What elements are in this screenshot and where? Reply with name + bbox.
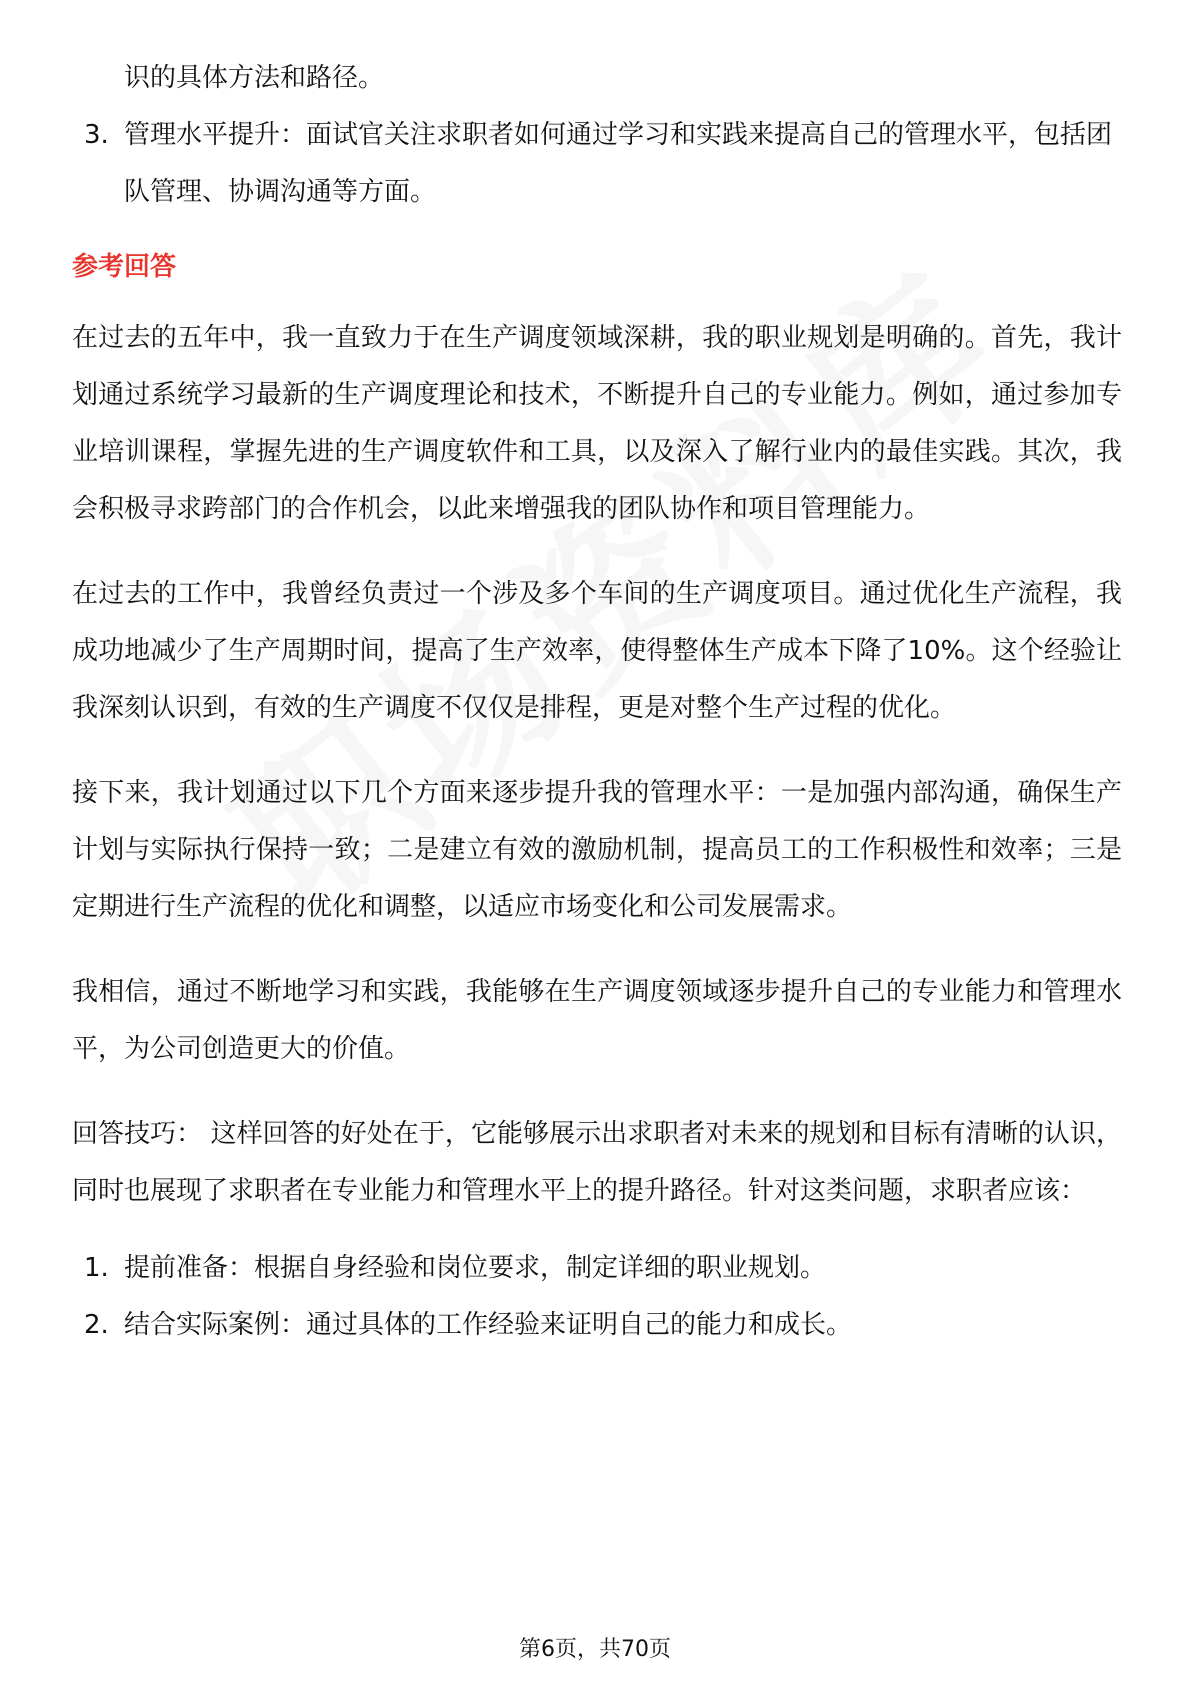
paragraph: 在过去的工作中，我曾经负责过一个涉及多个车间的生产调度项目。通过优化生产流程，我成功地减少了生产周期时间，提高了生产效率，使得整体生产成本下降了10%。这个经验让我深刻认识到，有效的生产调度不仅仅是排程，更是对整个生产过程的优化。 [72, 579, 1122, 723]
top-list [72, 107, 1122, 221]
list-item-text: 根据自身经验和岗位要求，制定详细的职业规划。 [254, 1253, 827, 1283]
page-footer: 第6页，共70页 [519, 1637, 671, 1662]
list-item-number: 3. [84, 120, 109, 150]
section-title: 参考回答 [72, 252, 177, 282]
list-item [72, 1240, 1122, 1297]
paragraph: 在过去的五年中，我一直致力于在生产调度领域深耕，我的职业规划是明确的。首先，我计划通过系统学习最新的生产调度理论和技术，不断提升自己的专业能力。例如，通过参加专业培训课程，掌握先进的生产调度软件和工具，以及深入了解行业内的最佳实践。其次，我会积极寻求跨部门的合作机会，以此来增强我的团队协作和项目管理能力。 [72, 323, 1122, 524]
list-item-label: 结合实际案例： [124, 1310, 307, 1340]
list-item [72, 107, 1122, 221]
list-item-text: 面试官关注求职者如何通过学习和实践来提高自己的管理水平，包括团队管理、协调沟通等方面。 [124, 120, 1113, 207]
paragraph: 接下来，我计划通过以下几个方面来逐步提升我的管理水平：一是加强内部沟通，确保生产计划与实际执行保持一致；二是建立有效的激励机制，提高员工的工作积极性和效率；三是定期进行生产流程的优化和调整，以适应市场变化和公司发展需求。 [72, 778, 1122, 922]
list-item-label: 管理水平提升： [124, 120, 307, 150]
answer-tips: 回答技巧： 这样回答的好处在于，它能够展示出求职者对未来的规划和目标有清晰的认识，同时也展现了求职者在专业能力和管理水平上的提升路径。针对这类问题，求职者应该： [72, 1119, 1122, 1206]
list-item-text: 通过具体的工作经验来证明自己的能力和成长。 [306, 1310, 853, 1340]
list-item-number: 2. [84, 1310, 109, 1340]
bottom-list [72, 1240, 1122, 1354]
document-page [72, 50, 1122, 1354]
paragraph: 我相信，通过不断地学习和实践，我能够在生产调度领域逐步提升自己的专业能力和管理水平，为公司创造更大的价值。 [72, 977, 1122, 1064]
list-item [72, 1297, 1122, 1354]
continuation-text: 识的具体方法和路径。 [124, 63, 385, 93]
list-item-label: 提前准备： [124, 1253, 255, 1283]
list-item-number: 1. [84, 1253, 109, 1283]
